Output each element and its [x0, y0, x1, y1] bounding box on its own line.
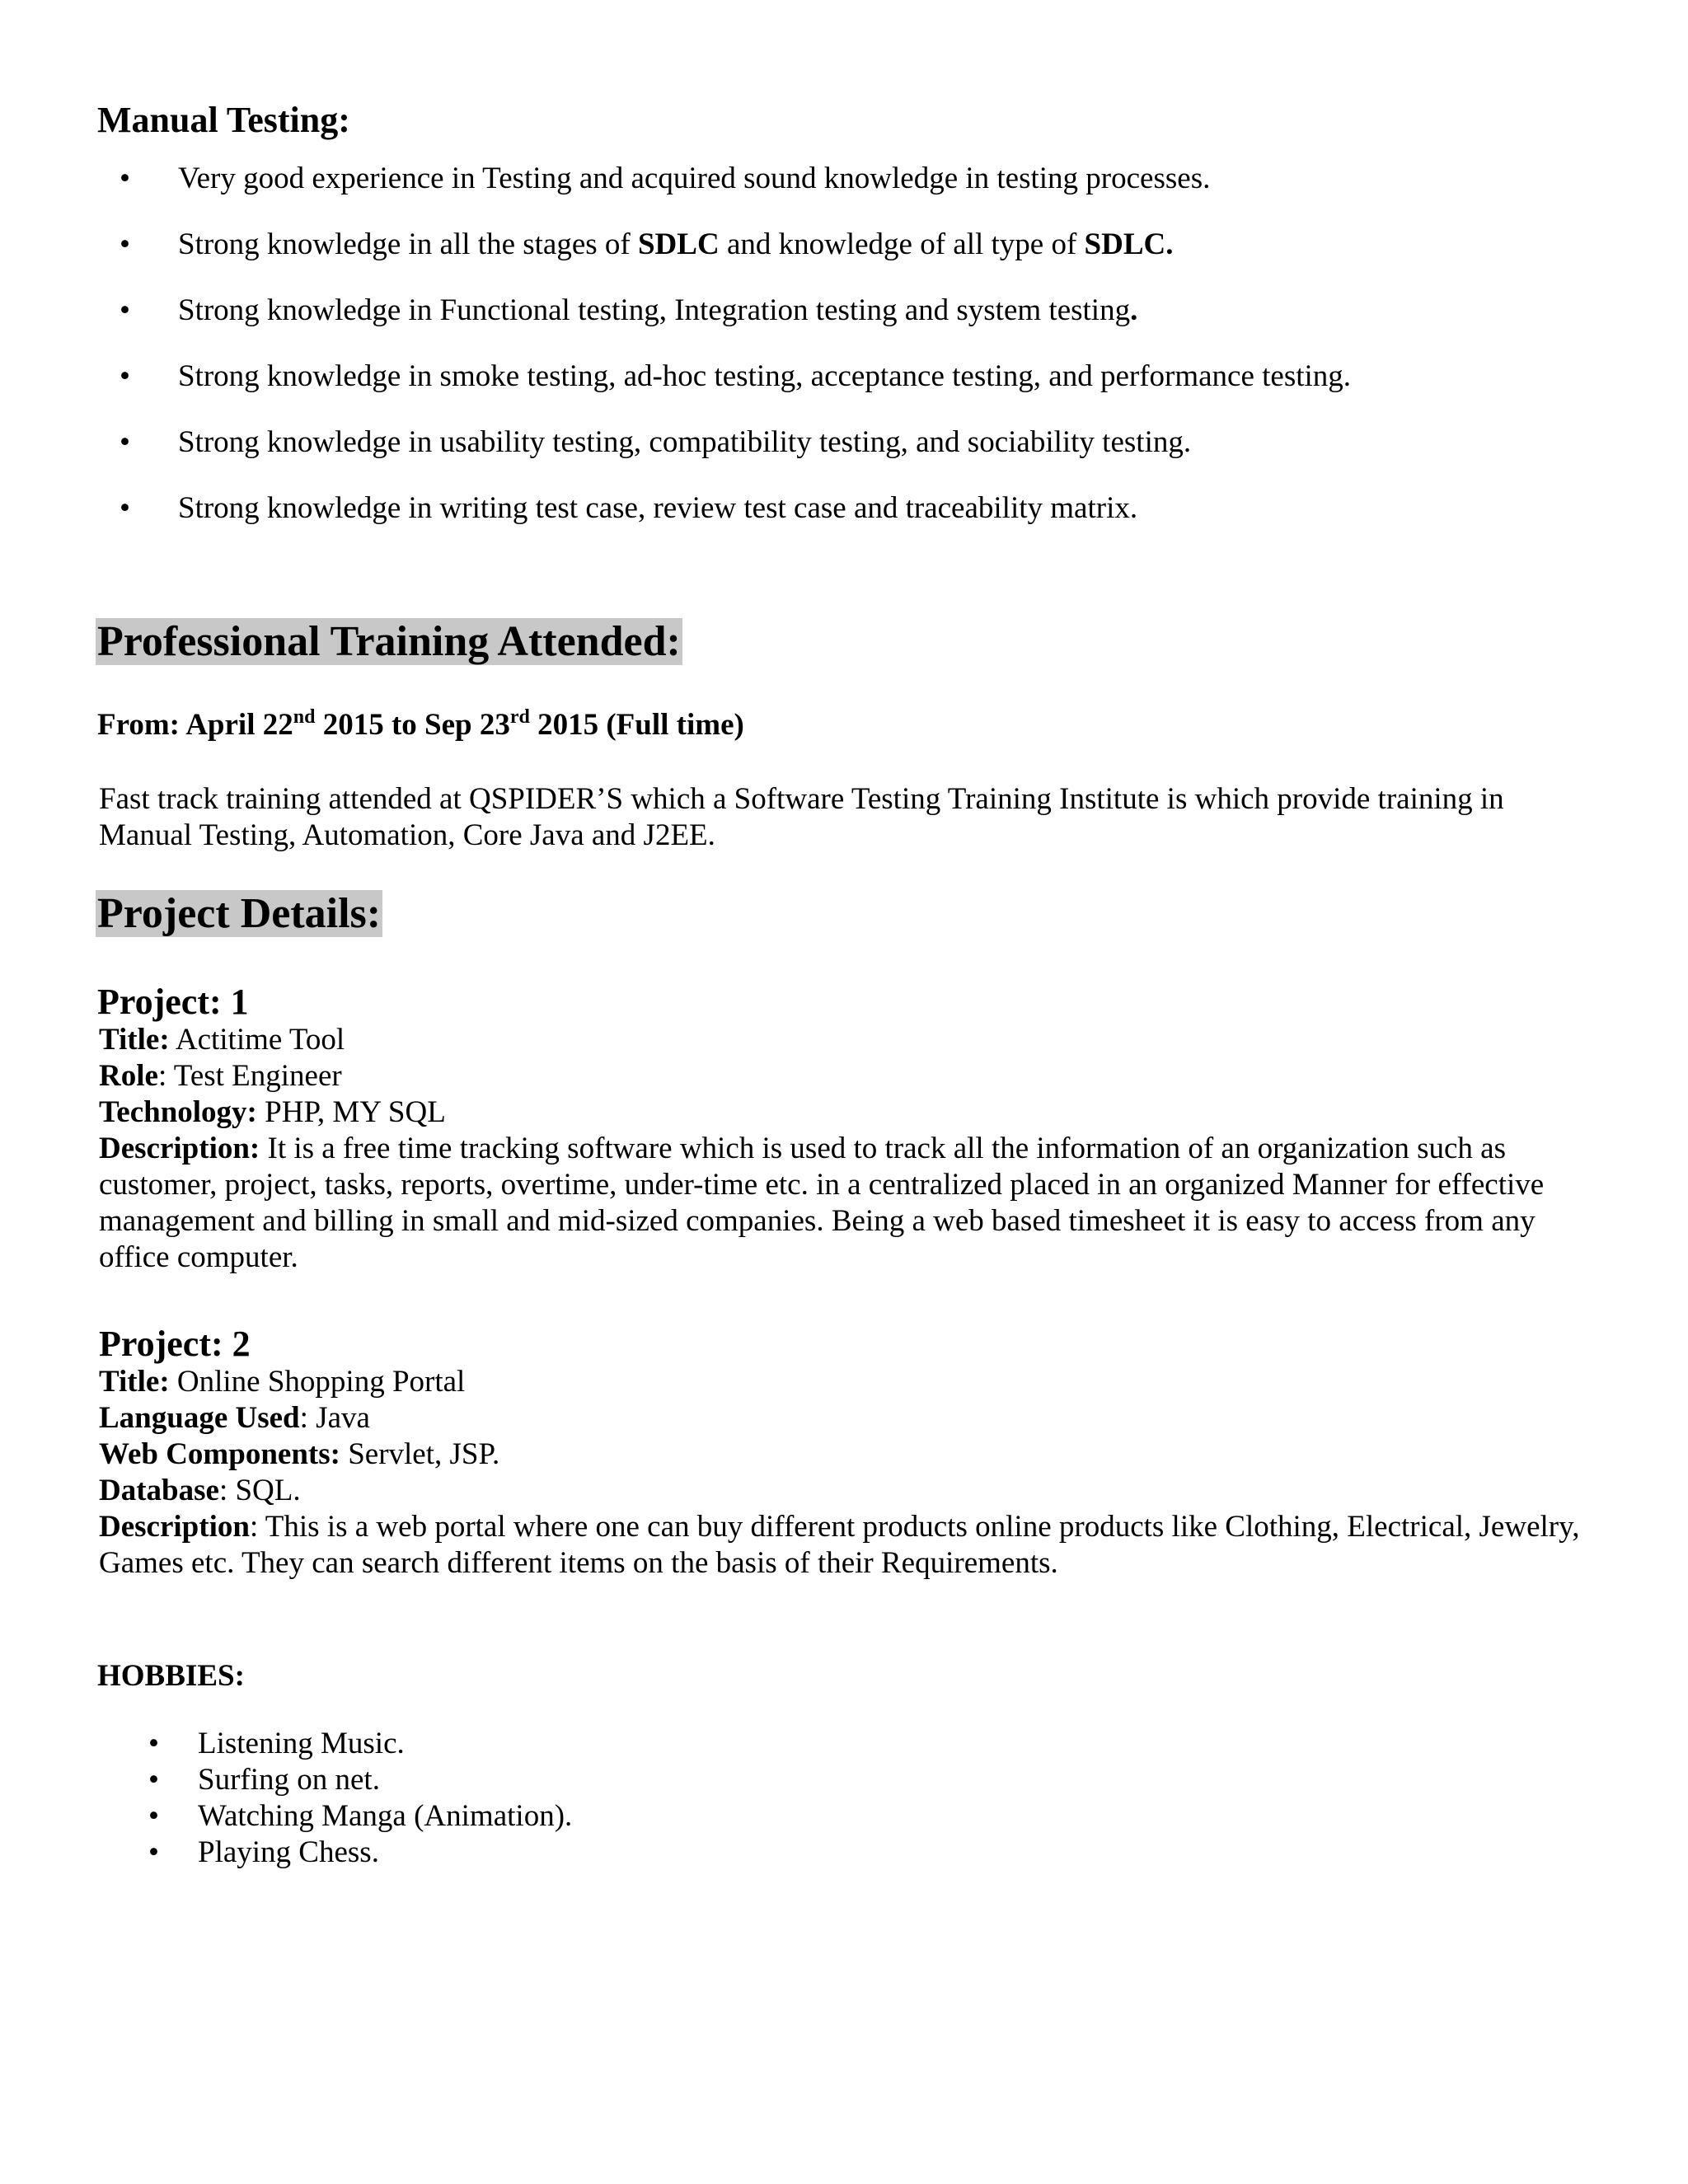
- list-item-text: Strong knowledge in all the stages of SDLC and knowledge of all type of SDLC.: [178, 227, 1174, 261]
- list-item-text: Listening Music.: [198, 1727, 405, 1760]
- project-2-database: Database: SQL.: [99, 1474, 301, 1507]
- list-item-text: Strong knowledge in usability testing, compatibility testing, and sociability testing.: [178, 425, 1192, 459]
- list-item-text: Strong knowledge in Functional testing, Integration testing and system testing.: [178, 293, 1138, 327]
- project-details-heading: Project Details:: [97, 890, 382, 937]
- list-item: [0, 1726, 1688, 1762]
- hobbies-heading: HOBBIES:: [97, 1659, 245, 1693]
- list-item: [0, 490, 1688, 556]
- manual-testing-heading: Manual Testing:: [97, 100, 350, 140]
- list-item: [0, 359, 1688, 424]
- list-item: [0, 1762, 1688, 1798]
- list-item: [0, 1798, 1688, 1835]
- list-item-text: Playing Chess.: [198, 1835, 379, 1869]
- project-2-heading: Project: 2: [99, 1324, 251, 1364]
- project-2-details: [99, 1364, 1607, 1582]
- project-1-description: Description: It is a free time tracking software which is used to track all the information of an organization such as customer, project, tasks, reports, overtime, under-time etc. in a centralized placed in an organized Manner for effective management and billing in small and mid-sized companies. Being a web based timesheet it is easy to access from any office computer.: [99, 1132, 1545, 1274]
- hobbies-list: [0, 1726, 1688, 1871]
- training-dates: From: April 22nd 2015 to Sep 23rd 2015 (Full time): [97, 706, 744, 742]
- project-2-web-components: Web Components: Servlet, JSP.: [99, 1437, 500, 1471]
- list-item: [0, 1835, 1688, 1871]
- project-1-technology: Technology: PHP, MY SQL: [99, 1095, 446, 1129]
- project-1-heading: Project: 1: [97, 982, 249, 1022]
- training-heading: Professional Training Attended:: [97, 618, 681, 665]
- project-2-title: Title: Online Shopping Portal: [99, 1365, 466, 1399]
- manual-testing-list: [0, 161, 1688, 556]
- list-item-text: Watching Manga (Animation).: [198, 1799, 573, 1833]
- bullet-icon: •: [120, 227, 130, 261]
- list-item-text: Very good experience in Testing and acquired sound knowledge in testing processes.: [178, 162, 1211, 195]
- bullet-icon: •: [120, 293, 130, 327]
- bullet-icon: •: [148, 1799, 159, 1833]
- list-item-text: Strong knowledge in smoke testing, ad-hoc testing, acceptance testing, and performance testing.: [178, 359, 1352, 393]
- list-item: [0, 161, 1688, 227]
- bullet-icon: •: [148, 1763, 159, 1797]
- training-description: Fast track training attended at QSPIDER’S which a Software Testing Training Institute is which provide training in Manual Testing, Automation, Core Java and J2EE.: [99, 782, 1504, 852]
- list-item-text: Surfing on net.: [198, 1763, 380, 1797]
- bullet-icon: •: [120, 359, 130, 393]
- bullet-icon: •: [120, 162, 130, 195]
- project-2-description: Description: This is a web portal where one can buy different products online products like Clothing, Electrical, Jewelry, Games etc. They can search different items on the basis of their Requirements.: [99, 1510, 1580, 1580]
- bullet-icon: •: [148, 1835, 159, 1869]
- list-item-text: Strong knowledge in writing test case, review test case and traceability matrix.: [178, 491, 1138, 525]
- list-item: [0, 227, 1688, 293]
- bullet-icon: •: [148, 1727, 159, 1760]
- bullet-icon: •: [120, 425, 130, 459]
- bullet-icon: •: [120, 491, 130, 525]
- project-2-language: Language Used: Java: [99, 1401, 370, 1435]
- list-item: [0, 293, 1688, 359]
- project-1-details: [99, 1022, 1607, 1276]
- list-item: [0, 424, 1688, 490]
- project-1-title: Title: Actitime Tool: [99, 1023, 345, 1057]
- project-1-role: Role: Test Engineer: [99, 1059, 342, 1093]
